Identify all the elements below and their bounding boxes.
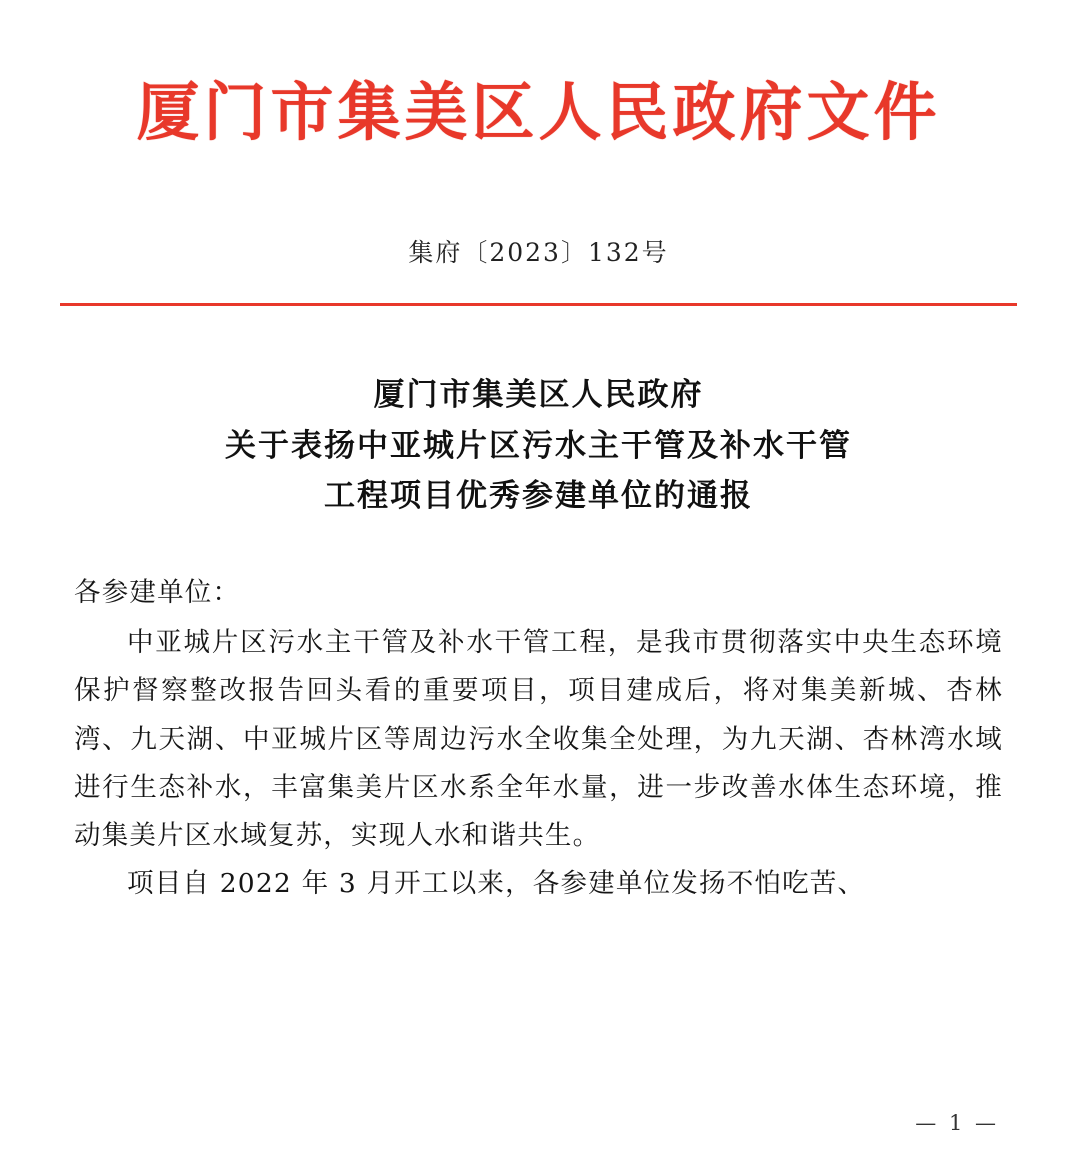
body-paragraph-2: 项目自 2022 年 3 月开工以来，各参建单位发扬不怕吃苦、 bbox=[127, 868, 866, 900]
salutation: 各参建单位： bbox=[74, 576, 241, 608]
document-title-line-3: 工程项目优秀参建单位的通报 bbox=[324, 477, 753, 514]
document-title-line-1: 厦门市集美区人民政府 bbox=[373, 377, 704, 414]
document-title bbox=[60, 370, 1017, 521]
document-number: 集府〔2023〕132号 bbox=[408, 238, 669, 268]
page-number-footer: — 1 — bbox=[915, 1111, 999, 1135]
masthead-title: 厦门市集美区人民政府文件 bbox=[136, 75, 941, 149]
document-title-line-2: 关于表扬中亚城片区污水主干管及补水干管 bbox=[225, 427, 852, 464]
red-divider-rule bbox=[60, 303, 1017, 306]
masthead bbox=[60, 0, 1017, 147]
document-body bbox=[60, 569, 1017, 909]
body-paragraph-1: 中亚城片区污水主干管及补水干管工程，是我市贯彻落实中央生态环境保护督察整改报告回头看的重要项目，项目建成后，将对集美新城、杏林湾、九天湖、中亚城片区等周边污水全收集全处理，为九天湖、杏林湾水域进行生态补水，丰富集美片区水系全年水量，进一步改善水体生态环境，推动集美片区水域复苏，实现人水和谐共生。 bbox=[74, 627, 1003, 852]
